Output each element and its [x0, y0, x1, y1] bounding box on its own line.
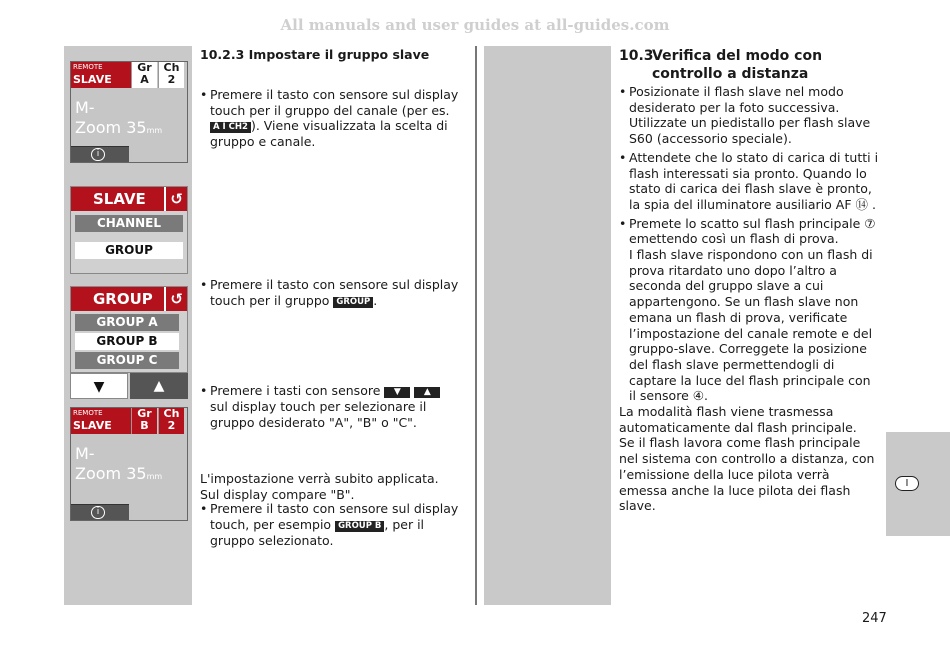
- result-note: [200, 471, 462, 502]
- step-4-text: Premere il tasto con sensore sul display touch, per esempio: [210, 501, 459, 533]
- check-step-3-text: • Premete lo scatto sul flash principale ⑦ emettendo così un flash di prova.: [629, 215, 876, 247]
- group-menu: [70, 286, 188, 373]
- check-step-1-text: • Posizionate il flash slave nel modo desiderato per la foto successiva.: [629, 84, 844, 115]
- zoom-text: Zoom 35: [75, 464, 147, 483]
- page-number: 247: [862, 611, 887, 626]
- group-label: Gr: [137, 61, 152, 74]
- group-chip: GROUP: [333, 297, 373, 308]
- language-tab-label: I: [895, 476, 919, 491]
- section-heading: 10.2.3 Impostare il gruppo slave: [200, 47, 430, 62]
- step-3: [200, 383, 462, 430]
- mode-text: M-: [75, 444, 95, 463]
- result-line-1: L'impostazione verrà subito applicata.: [200, 471, 439, 486]
- remote-text: REMOTE: [73, 409, 103, 417]
- menu-item-group-b[interactable]: GROUP B: [75, 333, 179, 350]
- menu-item-group-a[interactable]: GROUP A: [75, 314, 179, 331]
- lcd-screen-group-b: [70, 407, 188, 521]
- slave-title-text: SLAVE: [93, 190, 146, 208]
- paragraph-2: Se il flash lavora come flash principale nel sistema con controllo a distanza, con l’emissione della luce pilota verrà emessa anche la luce pilota dei flash slave.: [619, 435, 875, 514]
- step-3-text: Premere i tasti con sensore: [210, 383, 381, 399]
- mode-text: M-: [75, 98, 95, 117]
- slave-menu-title: [71, 187, 187, 211]
- zoom-text: Zoom 35: [75, 118, 147, 137]
- channel-cell: [158, 62, 184, 88]
- remote-slave-label: [71, 62, 131, 88]
- slave-menu: [70, 186, 188, 274]
- group-cell: [131, 408, 157, 434]
- step-2-text: Premere il tasto con sensore sul display touch per il gruppo: [210, 276, 459, 308]
- section-10-3: [619, 47, 881, 514]
- flash-mode: [75, 444, 162, 487]
- group-b-chip: GROUP B: [335, 521, 384, 532]
- zoom-unit: mm: [146, 472, 163, 481]
- paragraph-1: La modalità flash viene trasmessa automaticamente dal flash principale.: [619, 404, 857, 435]
- step-1: [200, 87, 462, 150]
- flash-mode: [75, 98, 162, 141]
- back-icon[interactable]: ↺: [164, 187, 183, 211]
- step-3-text-end: sul display touch per selezionare il gruppo desiderato "A", "B" o "C".: [210, 398, 427, 430]
- menu-item-group-c[interactable]: GROUP C: [75, 352, 179, 369]
- check-step-3: [619, 216, 881, 404]
- group-value: B: [140, 419, 149, 432]
- arrow-up-icon: ▲: [414, 387, 440, 398]
- step-2: [200, 277, 462, 308]
- channel-cell: [158, 408, 184, 434]
- middle-gray-column: [484, 46, 611, 605]
- info-icon: i: [91, 148, 105, 161]
- arrow-up-button[interactable]: ▲: [130, 373, 188, 399]
- arrow-buttons: [70, 373, 188, 399]
- channel-label: Ch: [163, 407, 180, 420]
- step-2-text-end: .: [373, 292, 378, 308]
- remote-text: REMOTE: [73, 63, 103, 71]
- step-1-text-end: ). Viene visualizzata la scelta di gruppo e canale.: [210, 118, 448, 150]
- section-title: Verifica del modo con controllo a distanza: [652, 48, 823, 82]
- menu-item-channel[interactable]: CHANNEL: [75, 215, 183, 232]
- section-number: 10.3: [619, 48, 654, 64]
- lcd-screen-group-a: [70, 61, 188, 163]
- section-heading: [619, 47, 881, 83]
- group-label: Gr: [137, 407, 152, 420]
- group-menu-title: [71, 287, 187, 311]
- info-button[interactable]: [71, 504, 129, 520]
- channel-chip: A I CH2: [210, 122, 251, 133]
- step-1-text: Premere il tasto con sensore sul display touch per il gruppo del canale (per es.: [210, 87, 459, 118]
- zoom-unit: mm: [146, 126, 163, 135]
- check-step-3-extra: I flash slave rispondono con un flash di prova ritardato uno dopo l’altro a seconda del gruppo slave a cui appartengono. Se un flash slave non emana un flash di prova, verificate l’impostazione del canale remote e del gruppo-slave. Correggete la posizione del flash slave permettendogli di captare la luce del flash principale con il sensore ④.: [629, 247, 873, 404]
- arrow-down-icon: ▼: [384, 387, 410, 398]
- info-icon: i: [91, 506, 105, 519]
- remote-slave-label: [71, 408, 131, 434]
- slave-text: SLAVE: [73, 73, 112, 86]
- check-step-2-text: • Attendete che lo stato di carica di tutti i flash interessati sia pronto. Quando lo stato di carica dei flash slave è pronto, la spia del illuminatore ausiliario AF ⑭ .: [629, 149, 879, 212]
- watermark: All manuals and user guides at all-guides.com: [280, 16, 670, 34]
- channel-label: Ch: [163, 61, 180, 74]
- step-4: [200, 501, 462, 548]
- info-button[interactable]: [71, 146, 129, 162]
- channel-value: 2: [167, 419, 176, 432]
- channel-value: 2: [167, 73, 176, 86]
- group-title-text: GROUP: [93, 290, 153, 308]
- check-step-2: [619, 150, 881, 213]
- section-10-2-3: [200, 47, 462, 63]
- menu-item-group[interactable]: GROUP: [75, 242, 183, 259]
- group-value: A: [140, 73, 149, 86]
- result-line-2: Sul display compare "B".: [200, 486, 355, 502]
- check-step-1: [619, 84, 881, 147]
- back-icon[interactable]: ↺: [164, 287, 183, 311]
- column-divider: [475, 46, 477, 605]
- group-cell: [131, 62, 157, 88]
- arrow-down-button[interactable]: ▼: [70, 373, 128, 399]
- check-step-1-extra: Utilizzate un piedistallo per flash slave S60 (accessorio speciale).: [629, 115, 871, 147]
- slave-text: SLAVE: [73, 419, 112, 432]
- step-4-text-end: , per il gruppo selezionato.: [210, 517, 425, 548]
